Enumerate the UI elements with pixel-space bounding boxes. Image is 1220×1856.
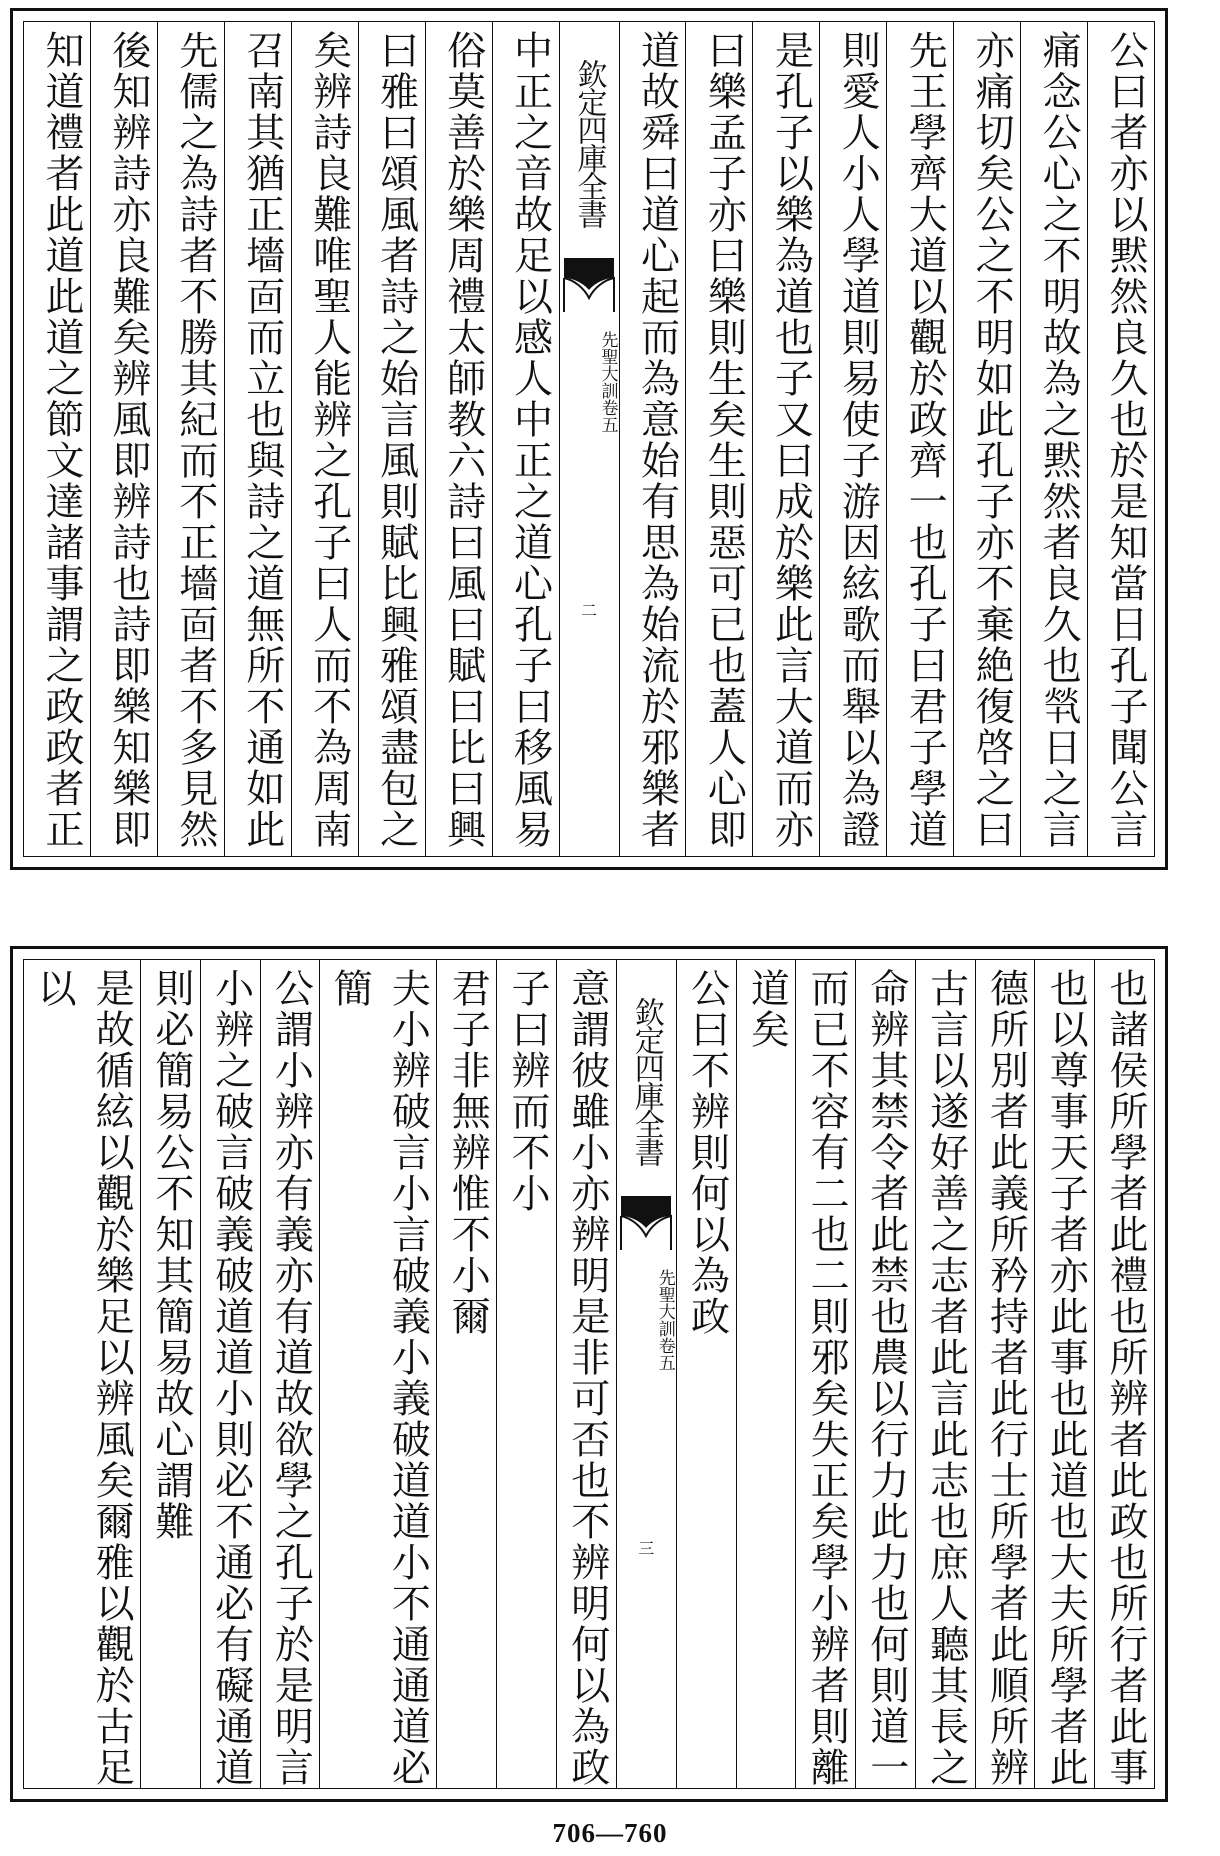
top-page-columns (23, 21, 1155, 857)
text-column: 則愛人小人學道則易使子游因絃歌而舉以為證 (819, 22, 886, 856)
book-title (560, 322, 619, 442)
top-page (10, 8, 1168, 870)
text-column: 道矣 (736, 960, 796, 1788)
text-column: 後知辨詩亦良難矣辨風即辨詩也詩即樂知樂即 (90, 22, 157, 856)
leaf-number: 三 (638, 1539, 655, 1558)
text-column: 小辨之破言破義破道道小則必不通必有礙通道 (200, 960, 260, 1788)
text-column: 俗莫善於樂周禮太師教六詩曰風曰賦曰比曰興 (425, 22, 492, 856)
text-column: 意謂彼雖小亦辨明是非可否也不辨明何以為政 (556, 960, 616, 1788)
text-column: 是孔子以樂為道也子又曰成於樂此言大道而亦 (752, 22, 819, 856)
book-title (617, 1260, 676, 1380)
text-column: 痛念公心之不明故為之黙然者良久也㷀日之言 (1020, 22, 1087, 856)
text-column: 夫小辨破言小言破義小義破道道小不通通道必簡 (319, 960, 436, 1788)
text-column: 古言以遂好善之志者此言此志也庶人聽其長之 (915, 960, 975, 1788)
center-fold-column (559, 22, 619, 856)
center-fold-column (616, 960, 676, 1788)
text-column: 公曰者亦以黙然良久也於是知當日孔子聞公言 (1087, 22, 1154, 856)
text-column: 亦痛切矣公之不明如此孔子亦不棄絶復啓之曰 (953, 22, 1020, 856)
text-column: 召南其猶正墻靣而立也與詩之道無所不通如此 (224, 22, 291, 856)
text-column: 先王學齊大道以觀於政齊一也孔子曰君子學道 (886, 22, 953, 856)
bottom-page-columns (23, 959, 1155, 1789)
text-column: 也諸侯所學者此禮也所辨者此政也所行者此事 (1094, 960, 1154, 1788)
text-column: 道故舜曰道心起而為意始有思為始流於邪樂者 (619, 22, 686, 856)
fish-tail-ornament (621, 1196, 671, 1250)
text-column: 曰樂孟子亦曰樂則生矣生則惡可已也蓋人心即 (685, 22, 752, 856)
text-column: 公曰不辨則何以為政 (676, 960, 736, 1788)
text-column: 德所別者此義所矜持者此行士所學者此順所辨 (975, 960, 1035, 1788)
text-column: 是故循絃以觀於樂足以辨風矣爾雅以觀於古足以 (31, 968, 135, 1788)
fish-tail-ornament (564, 258, 614, 312)
text-column: 也以尊事天子者亦此事也此道也大夫所學者此 (1034, 960, 1094, 1788)
page-number: 706—760 (552, 1818, 668, 1848)
text-column: 而已不容有二也二則邪矣失正矣學小辨者則離 (795, 960, 855, 1788)
text-column: 則必簡易公不知其簡易故心謂難 (140, 960, 200, 1788)
text-column: 先儒之為詩者不勝其紀而不正墻靣者不多見然 (157, 22, 224, 856)
text-column: 子曰辨而不小 (496, 960, 556, 1788)
text-column: 命辨其禁令者此禁也農以行力此力也何則道一 (855, 960, 915, 1788)
text-column: 矣辨詩良難唯聖人能辨之孔子曰人而不為周南 (291, 22, 358, 856)
text-column: 知道禮者此道此道之節文達諸事謂之政政者正 (38, 30, 84, 850)
library-title: 欽定四庫全書 (571, 59, 607, 227)
bottom-page (10, 946, 1168, 1802)
volume-label: 卷五 (597, 399, 618, 433)
text-column: 君子非無辨惟不小爾 (436, 960, 496, 1788)
text-column: 公謂小辨亦有義亦有道故欲學之孔子於是明言 (260, 960, 320, 1788)
text-column: 曰雅曰頌風者詩之始言風則賦比興雅頌盡包之 (358, 22, 425, 856)
text-column: 中正之音故足以感人中正之道心孔子曰移風易 (492, 22, 559, 856)
library-title: 欽定四庫全書 (628, 997, 664, 1165)
book-title-line: 先聖大訓 (597, 331, 618, 399)
book-title-line: 先聖大訓 (654, 1269, 675, 1337)
volume-label: 卷五 (654, 1337, 675, 1371)
leaf-number: 二 (580, 601, 597, 620)
